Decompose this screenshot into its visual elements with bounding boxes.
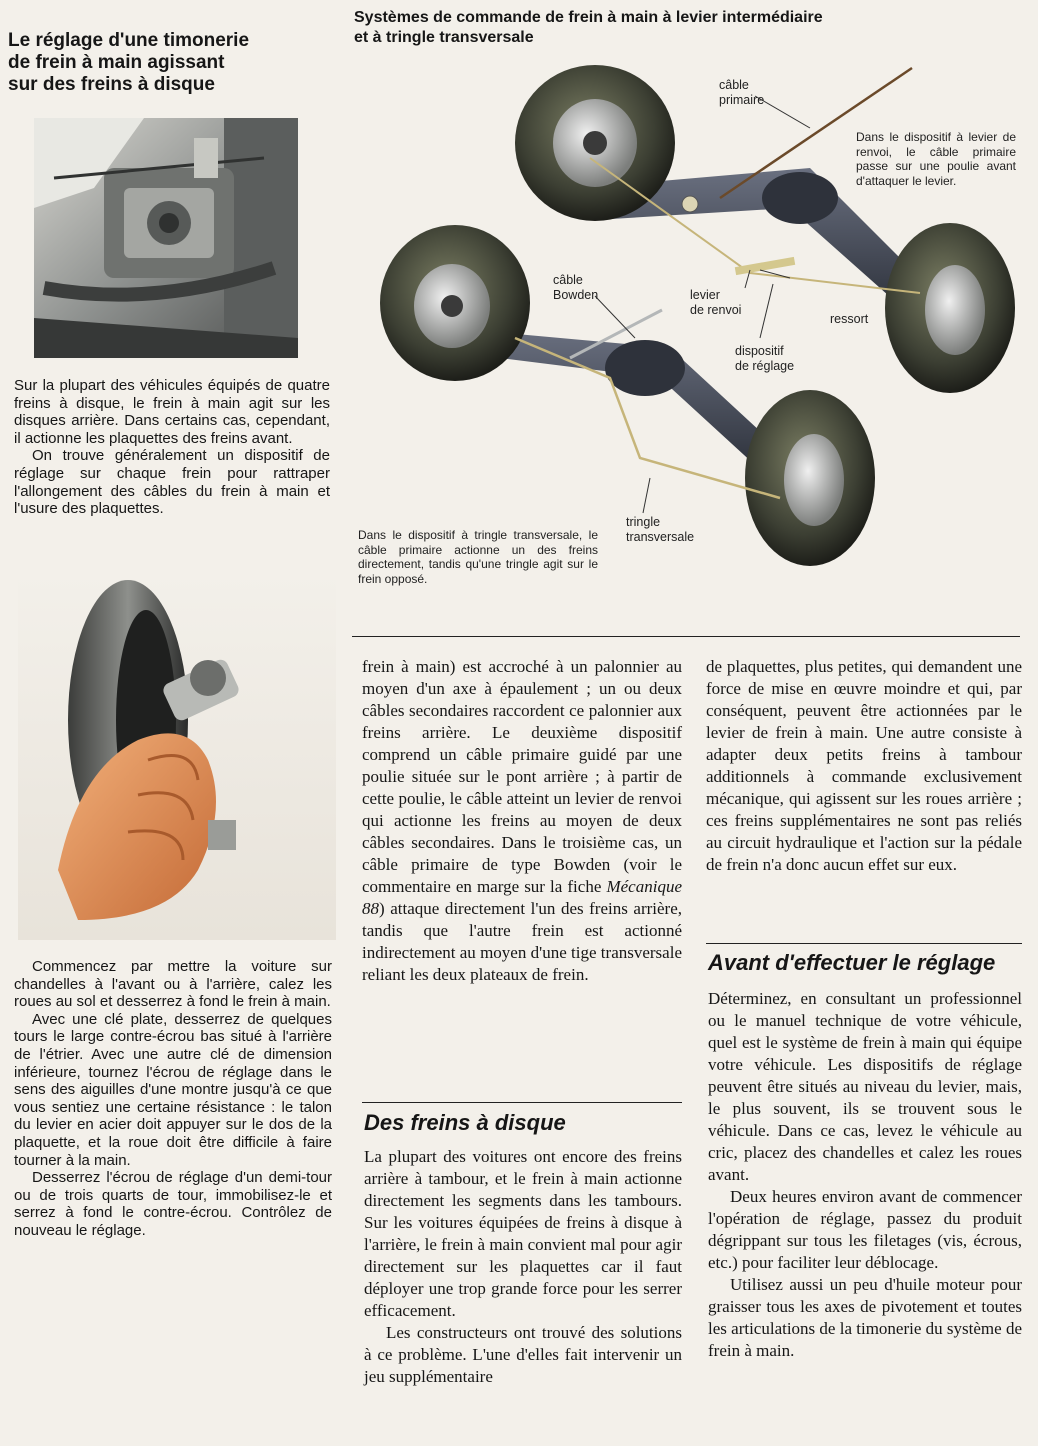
middle-p1-end: ) attaque directement l'un des freins arrière, tandis que l'autre frein est actionné indirectement au moyen d'une tige transversale reliant les deux plateaux de frein. bbox=[362, 899, 682, 984]
middle-column bbox=[362, 656, 682, 986]
upper-left-wheel bbox=[515, 65, 675, 221]
section2-rule bbox=[706, 943, 1022, 944]
left-heading-line-2: de frein à main agissant bbox=[8, 52, 225, 73]
diagram-title-line-2: et à tringle transversale bbox=[354, 29, 534, 46]
label-ressort: ressort bbox=[830, 312, 869, 326]
caption-levier-renvoi: Dans le dispositif à levier de renvoi, le câble primaire passe sur une poulie avant d'attaquer le levier. bbox=[856, 130, 1016, 188]
wrench-photo bbox=[18, 570, 336, 940]
middle-p2: La plupart des voitures ont encore des freins arrière à tambour, et le frein à main actionne directement les segments dans les tambours. Sur les voitures équipées de freins à disque à l'arrière, le frein à main convient mal pour agir directement sur les plaquettes car il faut déployer une trop grande force pour les serrer efficacement. bbox=[364, 1147, 682, 1320]
diagram-title-line-1: Systèmes de commande de frein à main à levier intermédiaire bbox=[354, 9, 823, 26]
right-p2: Déterminez, en consultant un professionnel ou le manuel technique de votre véhicule, quel est le système de frein à main qui équipe votre véhicule. Les dispositifs de réglage peuvent être situés au niveau du levier, mais, le plus souvent, ils se trouvent sous le véhicule. Dans ce cas, levez le véhicule au cric, placez des chandelles et calez les roues avant. bbox=[708, 989, 1022, 1184]
diagram-title bbox=[354, 8, 994, 48]
middle-p1 bbox=[362, 656, 682, 986]
caliper-photo bbox=[34, 118, 298, 358]
left-step-2: Avec une clé plate, desserrez de quelques tours le large contre-écrou bas situé à l'arrière de l'étrier. Avec une autre clé de dimension inférieure, tournez l'écrou de réglage dans le sens des aiguilles d'une montre jusqu'à ce que vous sentiez une certaine résistance : le talon du levier en acier doit appuyer sur le dos de la plaquette, et la roue doit être difficile à faire tourner à la main. bbox=[14, 1010, 332, 1169]
middle-column-lower bbox=[364, 1146, 682, 1388]
lower-right-wheel bbox=[745, 390, 875, 566]
top-rule bbox=[352, 636, 1020, 637]
label-cable-primaire-l1: câble bbox=[719, 78, 749, 92]
section-before-adjust-title: Avant d'effectuer le réglage bbox=[708, 950, 996, 975]
label-levier-renvoi-l1: levier bbox=[690, 288, 720, 302]
label-cable-bowden-l2: Bowden bbox=[553, 288, 599, 302]
right-p3: Deux heures environ avant de commencer l'opération de réglage, passez du produit dégrippant sur tous les filetages (vis, écrous, etc.) pour faciliter leur déblocage. bbox=[708, 1187, 1022, 1272]
left-intro-p1: Sur la plupart des véhicules équipés de quatre freins à disque, le frein à main agit sur les disques arrière. Dans certains cas, cependant, il actionne les plaquettes des freins avant. bbox=[14, 377, 330, 447]
middle-p1-text: frein à main) est accroché à un palonnier au moyen d'un axe à épaulement ; un ou deux câbles secondaires raccordent ce palonnier aux freins arrière. Le deuxième dispositif comprend un câble primaire guidé par une poulie située sur le pont arrière ; à partir de cette poulie, le câble atteint un levier de renvoi qui actionne les freins au moyen de deux câbles secondaires. Dans le troisième cas, un câble primaire de type Bowden (voir le commentaire en marge sur la fiche bbox=[362, 657, 682, 896]
label-dispositif-reglage-l1: dispositif bbox=[735, 344, 784, 358]
label-levier-renvoi-l2: de renvoi bbox=[690, 303, 742, 317]
left-intro bbox=[14, 377, 330, 518]
label-dispositif-reglage bbox=[735, 344, 794, 374]
right-column bbox=[706, 656, 1022, 876]
left-heading-line-1: Le réglage d'une timonerie bbox=[8, 30, 250, 51]
left-steps bbox=[14, 958, 332, 1240]
upper-right-wheel bbox=[885, 223, 1015, 393]
label-tringle-l2: transversale bbox=[626, 530, 695, 544]
left-step-3: Desserrez l'écrou de réglage d'un demi-tour ou de trois quarts de tour, immobilisez-le et serrez à fond le contre-écrou. Contrôlez de nouveau le réglage. bbox=[14, 1169, 332, 1239]
label-cable-primaire bbox=[719, 78, 764, 108]
section-disc-brakes-title: Des freins à disque bbox=[364, 1110, 566, 1135]
right-p4: Utilisez aussi un peu d'huile moteur pour graisser tous les axes de pivotement et toutes les articulations de la timonerie du système de frein à main. bbox=[708, 1275, 1022, 1360]
label-dispositif-reglage-l2: de réglage bbox=[735, 359, 795, 373]
left-step-1: Commencez par mettre la voiture sur chandelles à l'avant ou à l'arrière, calez les roues au sol et desserrez à fond le frein à main. bbox=[14, 958, 332, 1011]
middle-p3: Les constructeurs ont trouvé des solutions à ce problème. L'une d'elles fait intervenir un jeu supplémentaire bbox=[364, 1323, 682, 1386]
label-levier-renvoi bbox=[690, 288, 741, 318]
lower-left-wheel bbox=[380, 225, 530, 381]
label-cable-bowden bbox=[553, 273, 598, 303]
label-tringle-l1: tringle bbox=[626, 515, 661, 529]
middle-p1-ref: Mécanique 88 bbox=[362, 877, 682, 918]
left-heading bbox=[8, 30, 308, 96]
label-cable-bowden-l1: câble bbox=[553, 273, 583, 287]
right-column-lower bbox=[708, 988, 1022, 1362]
pulley bbox=[682, 196, 698, 212]
lever bbox=[735, 257, 795, 275]
section1-rule bbox=[362, 1102, 682, 1103]
label-tringle bbox=[626, 515, 694, 545]
left-heading-line-3: sur des freins à disque bbox=[8, 74, 215, 95]
label-cable-primaire-l2: primaire bbox=[719, 93, 765, 107]
caption-tringle: Dans le dispositif à tringle transversale, le câble primaire actionne un des freins directement, tandis qu'une tringle agit sur le frein opposé. bbox=[358, 528, 598, 586]
right-p1: de plaquettes, plus petites, qui demandent une force de mise en œuvre moindre et qui, par conséquent, peuvent être actionnées par le levier de frein à main. Une autre consiste à adapter deux petits freins à tambour additionnels à commande exclusivement mécanique, qui agissent sur les roues arrière ; ces freins supplémentaires ne sont pas reliés au circuit hydraulique et l'action sur la pédale de frein n'a donc aucun effet sur eux. bbox=[706, 657, 1022, 874]
left-intro-p2: On trouve généralement un dispositif de réglage sur chaque frein pour rattraper l'allongement des câbles du frein à main et l'usure des plaquettes. bbox=[14, 447, 330, 518]
